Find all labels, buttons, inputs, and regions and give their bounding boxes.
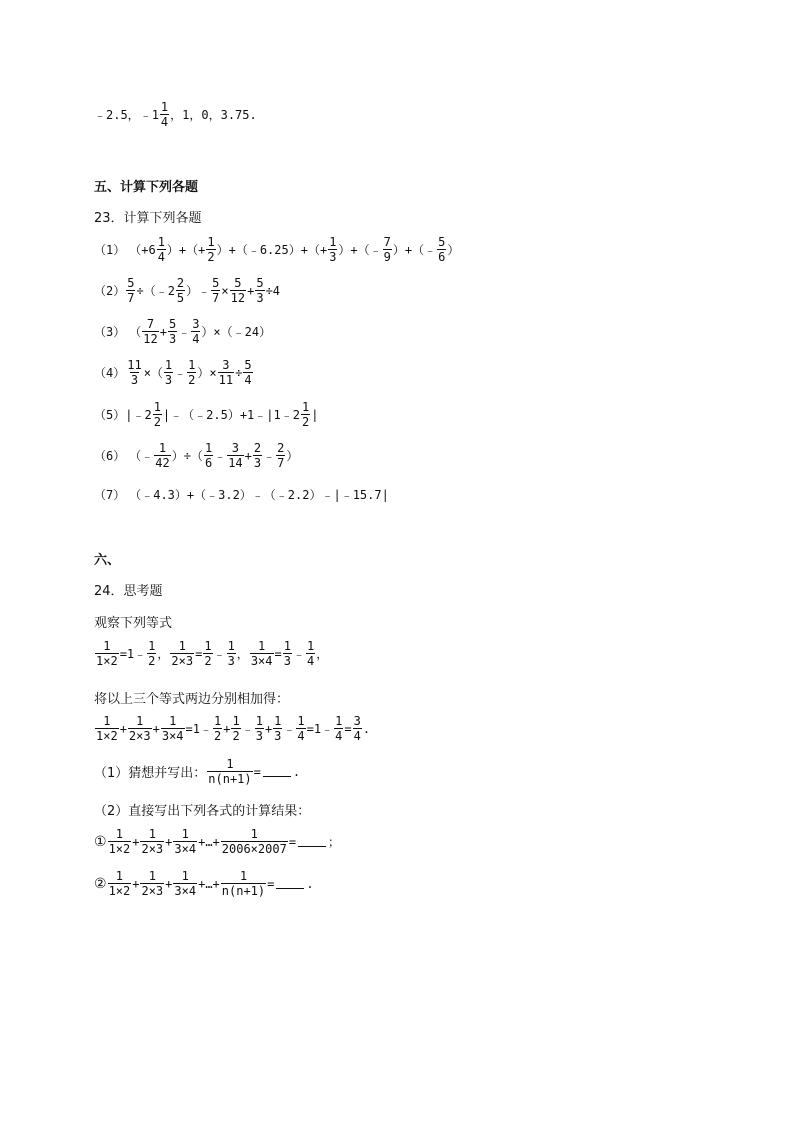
question-24-2a: ① $\frac{1}{1\times 2}$ + $\frac{1}{2\times 3}$ + $\frac{1}{3\times 4}$ +…+ $\frac{1}{2006\times 2007}$ = ； — [94, 827, 341, 856]
problem-23-3: （3） （ $\frac{7}{12}$ + $\frac{5}{3}$ ﹣ $\frac{3}{4}$ ）×（﹣24） — [94, 317, 272, 346]
fraction: $\frac{5}{3}$ — [256, 276, 264, 305]
fraction: $\frac{5}{4}$ — [244, 358, 252, 387]
fraction: $\frac{1}{3}$ — [227, 639, 235, 668]
problem-23-5: （5） |﹣2 $\frac{1}{2}$ |﹣（﹣2.5）+1﹣|1﹣2 $\frac{1}{2}$ | — [94, 400, 319, 429]
problem-23-4: （4） $\frac{11}{3}$ ×（ $\frac{1}{3}$ ﹣ $\frac{1}{2}$ ）× $\frac{3}{11}$ ÷ $\frac{5}{4}$ — [94, 358, 252, 387]
fraction: $\frac{1}{2\times 3}$ — [141, 869, 164, 898]
fraction: $\frac{1}{4}$ — [160, 100, 169, 129]
answer-blank[interactable] — [276, 878, 304, 889]
fraction: $\frac{1}{2\times 3}$ — [128, 714, 151, 743]
fraction: $\frac{1}{2}$ — [207, 235, 215, 264]
fraction: $\frac{1}{2}$ — [213, 714, 222, 743]
problem-23-2: （2） $\frac{5}{7}$ ÷（﹣2 $\frac{2}{5}$ ）﹣ $\frac{5}{7}$ × $\frac{5}{12}$ + $\frac{5}{3}$ ÷4 — [94, 276, 281, 305]
fraction: $\frac{1}{4}$ — [306, 639, 315, 668]
section-heading-6: 六、 — [94, 553, 121, 568]
fraction: $\frac{1}{2}$ — [148, 639, 156, 668]
fraction: $\frac{1}{42}$ — [155, 441, 170, 470]
fraction: $\frac{1}{2\times 3}$ — [171, 639, 194, 668]
fraction: $\frac{5}{6}$ — [438, 235, 446, 264]
fraction: $\frac{11}{3}$ — [127, 358, 142, 387]
question-23-title: 23．计算下列各题 — [94, 211, 202, 226]
fraction: $\frac{1}{4}$ — [297, 714, 305, 743]
question-24-1: （1）猜想并写出： $\frac{1}{n(n+1)}$ = . — [94, 757, 301, 786]
fraction: $\frac{1}{n(n+1)}$ — [208, 757, 252, 786]
fraction: $\frac{1}{2006\times 2007}$ — [221, 827, 287, 856]
fraction: $\frac{1}{2}$ — [188, 358, 196, 387]
fraction: $\frac{1}{2}$ — [153, 400, 161, 429]
list-item-b-prefix: ﹣1 — [139, 108, 159, 122]
fraction: $\frac{1}{4}$ — [157, 235, 165, 264]
fraction: $\frac{1}{1\times 2}$ — [96, 714, 118, 743]
fraction: $\frac{7}{12}$ — [143, 317, 158, 346]
fraction: $\frac{1}{3}$ — [283, 639, 291, 668]
fraction: $\frac{5}{12}$ — [230, 276, 246, 305]
answer-blank[interactable] — [298, 836, 326, 847]
fraction: $\frac{1}{3}$ — [255, 714, 263, 743]
fraction: $\frac{2}{7}$ — [277, 441, 285, 470]
problem-23-6: （6） （﹣ $\frac{1}{42}$ ）÷（ $\frac{1}{6}$ ﹣ $\frac{3}{14}$ + $\frac{2}{3}$ ﹣ $\frac{2}{7}$ ） — [94, 441, 299, 470]
problem-23-1: （1） （+6 $\frac{1}{4}$ ）+（+ $\frac{1}{2}$ ）+（﹣6.25）+（+ $\frac{1}{3}$ ）+（﹣ $\frac{7}{9}$ ）+（﹣ $\frac{5}{6}$ ） — [94, 235, 460, 264]
section-heading-5: 五、计算下列各题 — [94, 180, 199, 195]
problem-23-7: （7） （﹣4.3）+（﹣3.2）﹣（﹣2.2）﹣|﹣15.7| — [94, 488, 389, 502]
fraction: $\frac{1}{4}$ — [335, 714, 343, 743]
fraction: $\frac{1}{3\times 4}$ — [250, 639, 273, 668]
fraction: $\frac{3}{14}$ — [228, 441, 243, 470]
fraction: $\frac{1}{6}$ — [204, 441, 213, 470]
sum-equation: $\frac{1}{1\times 2}$ + $\frac{1}{2\times 3}$ + $\frac{1}{3\times 4}$ =1﹣ $\frac{1}{2}$ + $\frac{1}{2}$ ﹣ $\frac{1}{3}$ + $\frac{1}{3}$ ﹣ $\frac{1}{4}$ =1﹣ $\frac{1}{4}$ = $\frac{3}{4}$ . — [96, 714, 371, 743]
fraction: $\frac{1}{3\times 4}$ — [174, 869, 197, 898]
question-24-title: 24．思考题 — [94, 584, 163, 599]
number-list — [94, 101, 257, 128]
answer-blank[interactable] — [263, 766, 291, 777]
sum-intro: 将以上三个等式两边分别相加得： — [94, 692, 290, 707]
fraction: $\frac{3}{4}$ — [192, 317, 200, 346]
example-equations: $\frac{1}{1\times 2}$ =1﹣ $\frac{1}{2}$ ， $\frac{1}{2\times 3}$ = $\frac{1}{2}$ ﹣ $\frac{1}{3}$ ， $\frac{1}{3\times 4}$ = $\frac{1}{3}$ ﹣ $\frac{1}{4}$ ， — [96, 639, 329, 668]
fraction: $\frac{5}{3}$ — [168, 317, 177, 346]
fraction: $\frac{3}{11}$ — [218, 358, 234, 387]
question-24-2-intro: （2）直接写出下列各式的计算结果： — [94, 804, 311, 819]
fraction: $\frac{1}{1\times 2}$ — [108, 827, 131, 856]
fraction: $\frac{1}{3}$ — [164, 358, 173, 387]
fraction: $\frac{3}{4}$ — [353, 714, 361, 743]
fraction: $\frac{5}{7}$ — [127, 276, 135, 305]
fraction: $\frac{2}{3}$ — [253, 441, 262, 470]
fraction: $\frac{5}{7}$ — [212, 276, 220, 305]
list-item-a: ﹣2.5， — [94, 108, 140, 122]
fraction: $\frac{2}{5}$ — [176, 276, 185, 305]
list-rest: ，1，0，3.75. — [170, 108, 257, 122]
fraction: $\frac{1}{n(n+1)}$ — [221, 869, 266, 898]
fraction: $\frac{1}{3\times 4}$ — [174, 827, 197, 856]
fraction: $\frac{1}{3}$ — [274, 714, 282, 743]
fraction: $\frac{1}{2}$ — [204, 639, 212, 668]
fraction: $\frac{1}{2}$ — [301, 400, 310, 429]
fraction: $\frac{1}{2\times 3}$ — [141, 827, 164, 856]
fraction: $\frac{1}{3}$ — [329, 235, 337, 264]
fraction: $\frac{7}{9}$ — [383, 235, 391, 264]
fraction: $\frac{1}{2}$ — [232, 714, 240, 743]
observe-label: 观察下列等式 — [94, 616, 173, 631]
fraction: $\frac{1}{1\times 2}$ — [96, 639, 118, 668]
question-24-2b: ② $\frac{1}{1\times 2}$ + $\frac{1}{2\times 3}$ + $\frac{1}{3\times 4}$ +…+ $\frac{1}{n(n+1)}$ = . — [94, 869, 314, 898]
fraction: $\frac{1}{1\times 2}$ — [108, 869, 131, 898]
fraction: $\frac{1}{3\times 4}$ — [161, 714, 184, 743]
